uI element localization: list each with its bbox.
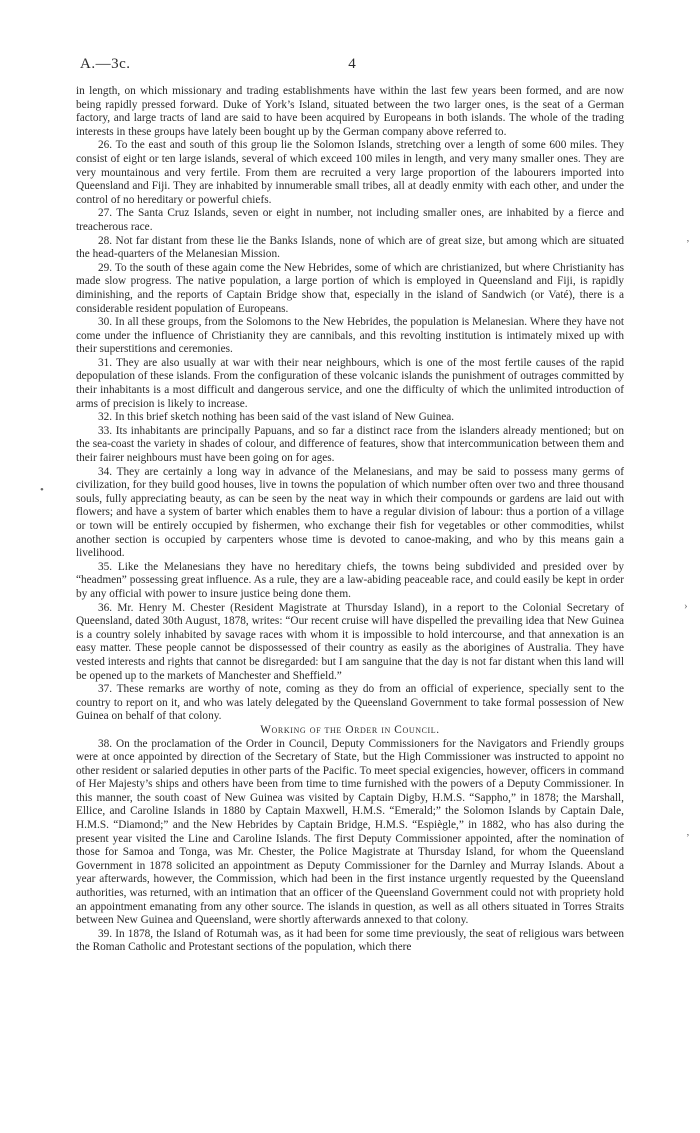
paragraph: 31. They are also usually at war with their near neighbours, which is one of the most fertile causes of the rapid depopulation of these islands. From the configuration of these volcanic islands the punishment of outrages committed by their inhabitants is a most difficult and dangerous service, and one the difficulty of which the unlimited introduction of arms of precision is likely to increase. <box>76 356 624 410</box>
margin-mark-icon: ’ <box>686 832 690 844</box>
page-header <box>80 56 624 78</box>
paragraph: 29. To the south of these again come the New Hebrides, some of which are christianized, but where Christianity has made slow progress. The native population, a large portion of which is employed in Queensland and Fiji, is rapidly diminishing, and the reports of Captain Bridge show that, especially in the island of Sandwich (or Vaté), there is a considerable resident population of Europeans. <box>76 261 624 315</box>
paragraph: 35. Like the Melanesians they have no hereditary chiefs, the towns being subdivided and presided over by “headmen” possessing great influence. As a rule, they are a law-abiding peaceable race, and could easily be kept in order by any official with power to insure justice being done them. <box>76 560 624 600</box>
paragraph: 27. The Santa Cruz Islands, seven or eight in number, not including smaller ones, are inhabited by a fierce and treacherous race. <box>76 207 624 233</box>
paragraph: 30. In all these groups, from the Solomons to the New Hebrides, the population is Melanesian. Where they have not come under the influence of Christianity they are cannibals, and this revolting institution is intimately mixed up with their superstitions and ceremonies. <box>76 316 624 356</box>
paragraph: 32. In this brief sketch nothing has been said of the vast island of New Guinea. <box>98 411 455 424</box>
body-text <box>76 85 624 955</box>
margin-mark-icon: ’ <box>686 238 690 250</box>
paragraph: 39. In 1878, the Island of Rotumah was, as it had been for some time previously, the seat of religious wars between the Roman Catholic and Protestant sections of the population, which there <box>76 927 624 954</box>
paragraph: 36. Mr. Henry M. Chester (Resident Magistrate at Thursday Island), in a report to the Colonial Secretary of Queensland, dated 30th August, 1878, writes: “Our recent cruise will have dispelled the prevailing idea that New Guinea is a country solely inhabited by savage races with whom it is impossible to hold intercourse, and that annexation is an easy matter. These people cannot be dispossessed of their country as easily as the aborigines of Australia. They have vested interests and rights that cannot be disregarded: but I am sanguine that the day is not far distant when this land will be opened up to the markets of Manchester and Sheffield.” <box>76 601 624 682</box>
margin-arrow-icon: › <box>684 600 688 612</box>
section-heading: Working of the Order in Council. <box>260 723 440 736</box>
margin-dot-icon: • <box>40 484 44 496</box>
paragraph: 37. These remarks are worthy of note, coming as they do from an official of experience, specially sent to the country to report on it, and who was lately delegated by the Queensland Government to take formal possession of New Guinea on behalf of that colony. <box>76 683 624 723</box>
paragraph: 38. On the proclamation of the Order in Council, Deputy Commissioners for the Navigators and Friendly groups were at once appointed by direction of the Secretary of State, but the High Commissioner was instructed to appoint no other resident or salaried deputies in other parts of the Pacific. To meet special exigencies, however, officers in command of Her Majesty’s ships and others have been from time to time furnished with the powers of a Deputy Commissioner. In this manner, the south coast of New Guinea was visited by Captain Digby, H.M.S. “Sappho,” in 1878; the Marshall, Ellice, and Caroline Islands in 1880 by Captain Maxwell, H.M.S. “Emerald;” the Solomon Islands by Captain Dale, H.M.S. “Diamond;” and the New Hebrides by Captain Bridge, H.M.S. “Espiègle,” in 1882, who has also during the present year visited the Line and Caroline Islands. The first Deputy Commissioner appointed, after the nomination of those for Samoa and Tonga, was Mr. Chester, the Police Magistrate at Thursday Island, for whom the Queensland Government in 1878 solicited an appointment as Deputy Commissioner for the Darnley and Murray Islands. About a year afterwards, however, the Commission, which had been in the first instance urgently requested by the Queensland authorities, was returned, with an intimation that an officer of the Queensland Government could not with propriety hold an appointment emanating from any other source. The islands in question, as well as all others situated in Torres Straits between New Guinea and Queensland, were shortly afterwards annexed to that colony. <box>76 737 624 927</box>
paragraph: in length, on which missionary and trading establishments have within the last few years been formed, and are now being rapidly pressed forward. Duke of York’s Island, situated between the two larger ones, is the seat of a German factory, and large tracts of land are said to have been acquired by Europeans in both islands. The whole of the trading interests in these groups have lately been bought up by the German company above referred to. <box>76 85 624 138</box>
paragraph: 33. Its inhabitants are principally Papuans, and so far a distinct race from the islanders already mentioned; but on the sea-coast the variety in shades of colour, and difference of features, show that intercommunication between them and their fairer neighbours must have been going on for ages. <box>76 424 624 465</box>
document-reference: A.—3c. <box>80 56 131 72</box>
page-number: 4 <box>348 56 356 72</box>
paragraph: 26. To the east and south of this group lie the Solomon Islands, stretching over a length of some 600 miles. They consist of eight or ten large islands, several of which exceed 100 miles in length, and very many smaller ones. They are very mountainous and very fertile. From them are recruited a very large proportion of the labourers imported into Queensland and Fiji. They are inhabited by innumerable small tribes, all at deadly enmity with each other, and under the control of no hereditary or powerful chiefs. <box>76 139 624 206</box>
paragraph: 28. Not far distant from these lie the Banks Islands, none of which are of great size, but among which are situated the head-quarters of the Melanesian Mission. <box>76 234 624 261</box>
paragraph: 34. They are certainly a long way in advance of the Melanesians, and may be said to possess many germs of civilization, for they build good houses, live in towns the population of which number often over two and three thousand souls, fully appreciating beauty, as can be seen by the neat way in which their compounds or gardens are laid out with flowers; and have a system of barter which enables them to have a regular division of labour: thus a portion of a village or town will be entirely occupied by fishermen, who exchange their fish for vegetables or other commodities, whilst another section is occupied by carpenters whose time is devoted to canoe-making, and who by this means gain a livelihood. <box>76 465 624 560</box>
